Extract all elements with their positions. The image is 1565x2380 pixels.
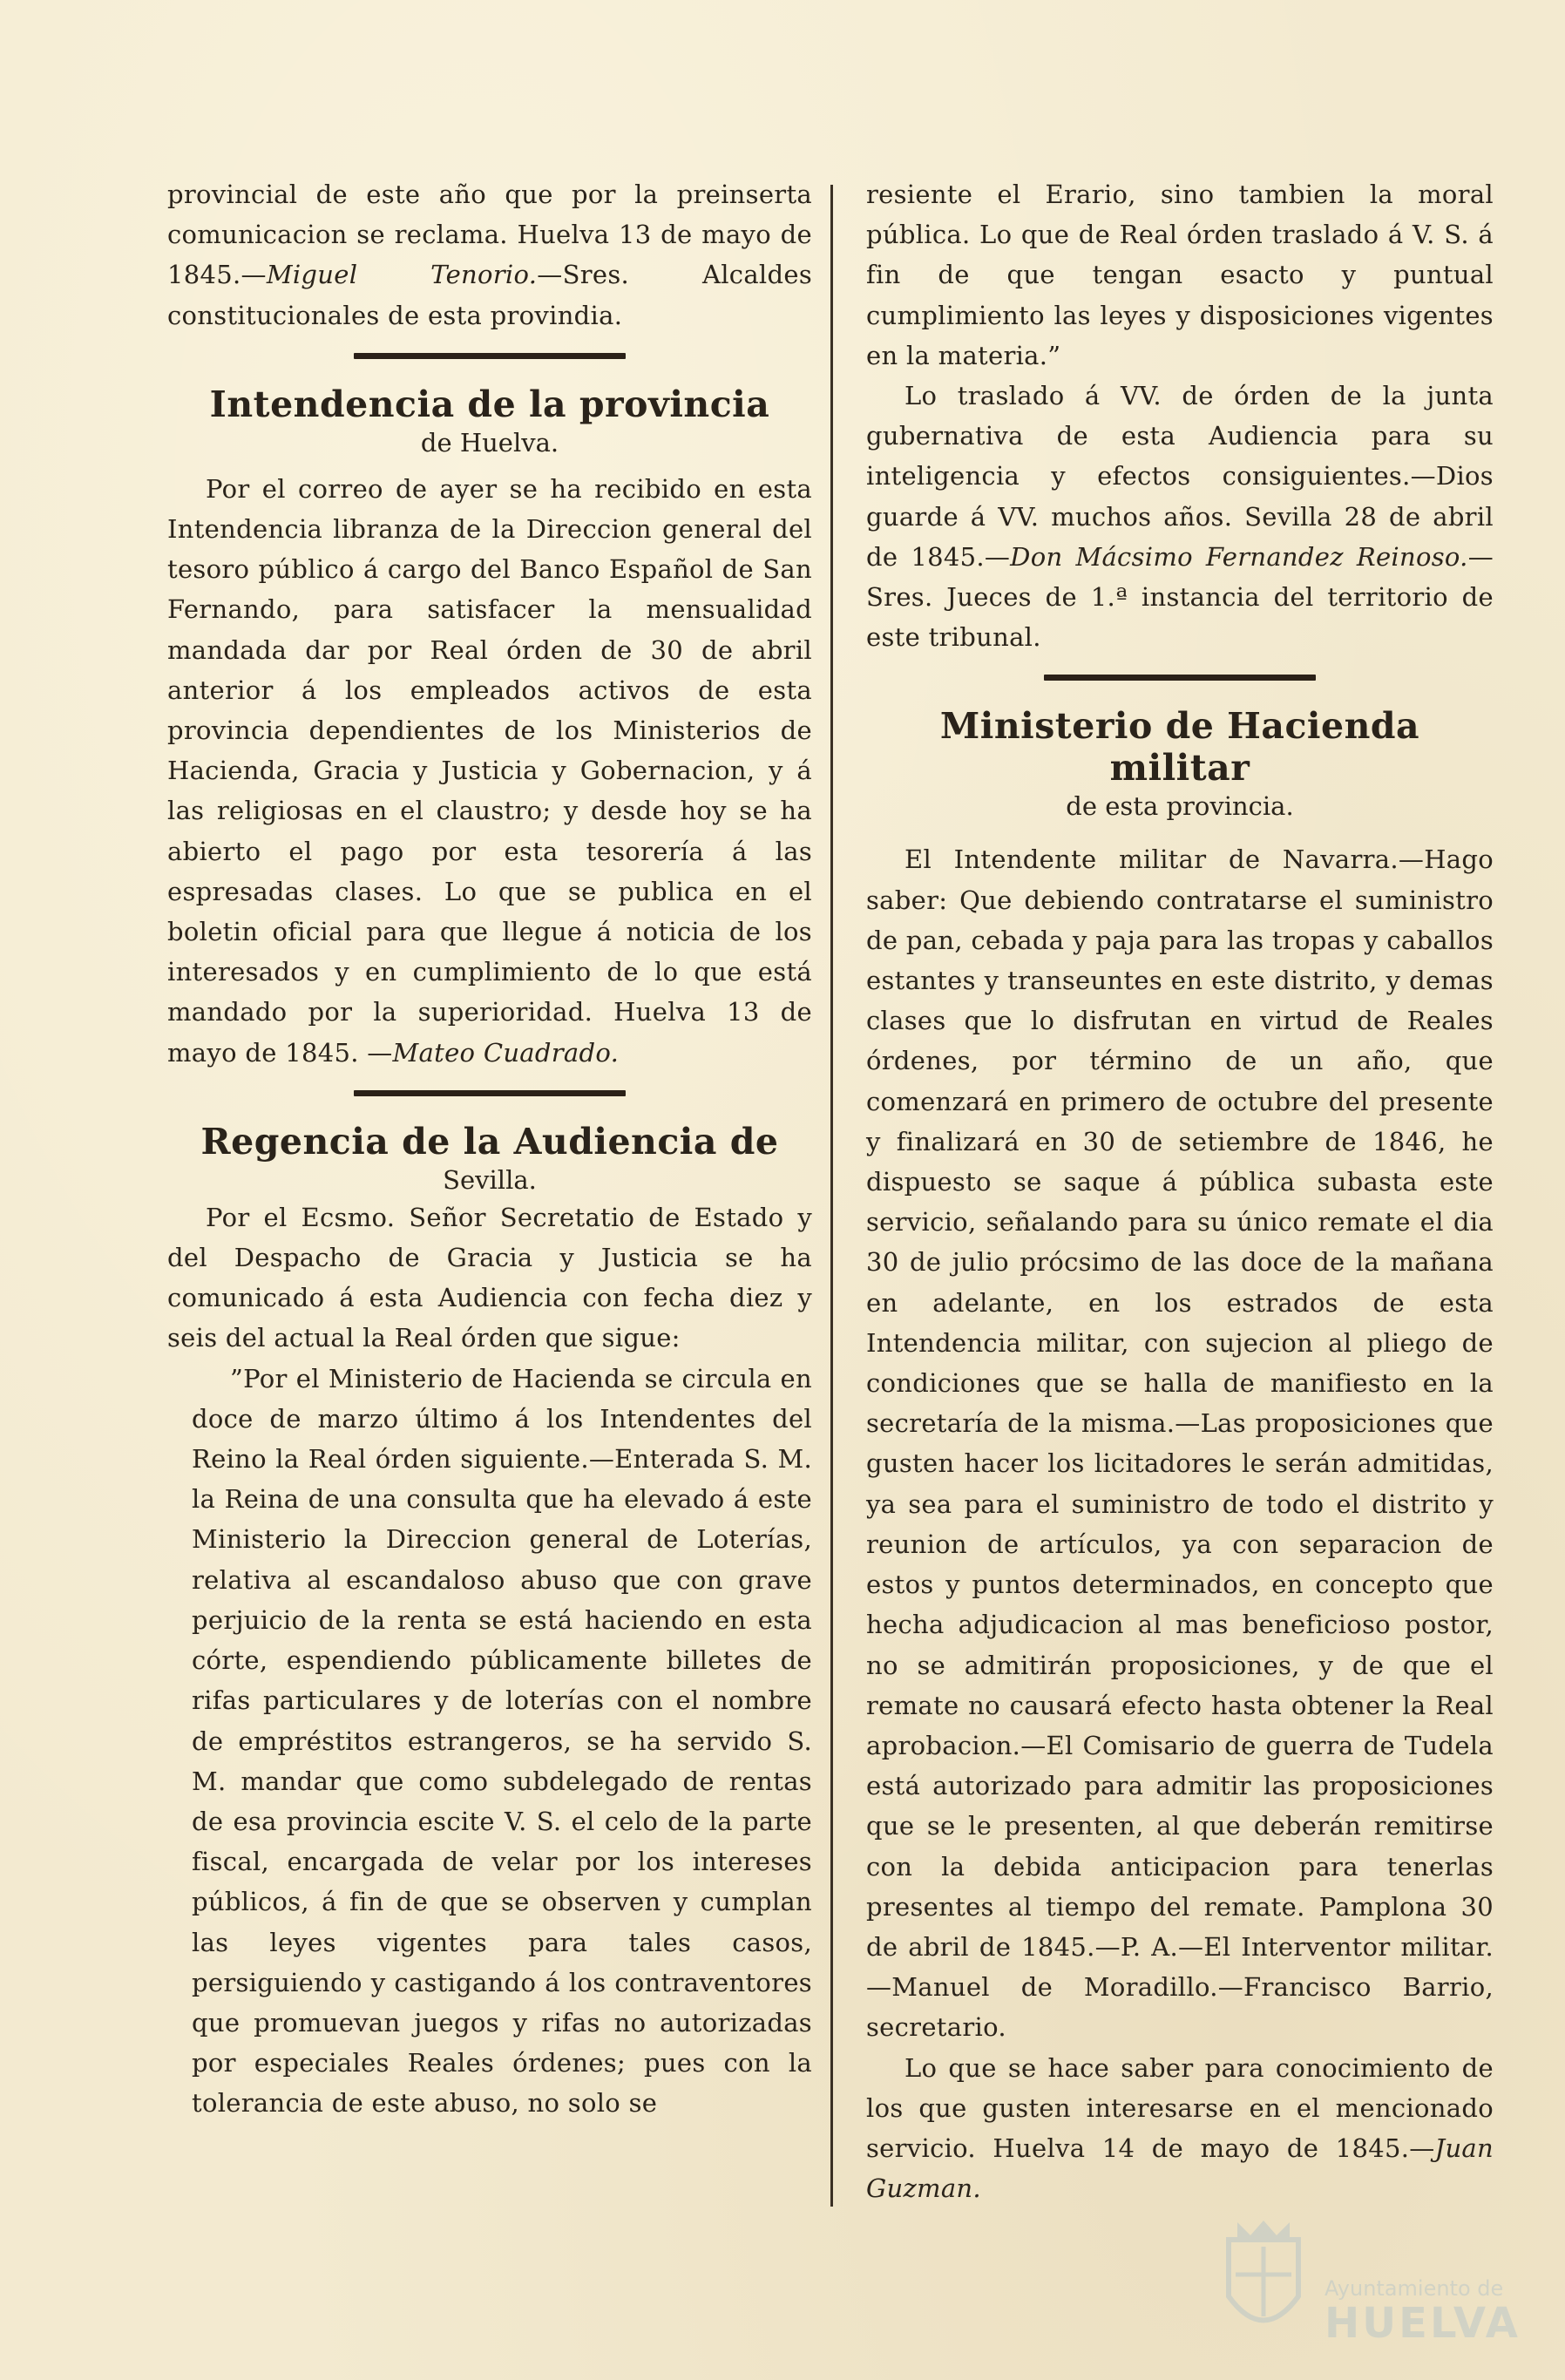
watermark-line2: HUELVA: [1324, 2299, 1521, 2348]
section-separator: [354, 1090, 626, 1096]
text-run: Lo que se hace saber para conocimiento de los que gusten interesarse en el mencionado servicio. Huelva 14 de mayo de 1845.—: [866, 2052, 1494, 2163]
signature-text: Miguel Tenorio.: [266, 260, 538, 290]
intro-paragraph: [167, 174, 812, 336]
left-column: [167, 174, 812, 2124]
section-separator: [1044, 675, 1316, 681]
ministerio-closing: [866, 2048, 1494, 2209]
section-title-regencia: Regencia de la Audiencia de: [200, 1120, 779, 1163]
section-title-ministerio: Ministerio de Hacienda militar: [939, 705, 1420, 790]
transfer-paragraph: [866, 376, 1494, 657]
coat-of-arms-icon: [1211, 2214, 1316, 2344]
signature-text: Juan Guzman.: [866, 2133, 1494, 2204]
ministerio-body: El Intendente militar de Navarra.—Hago saber: Que debiendo contratarse el suministro de pan, cebada y paja para las tropas y caballos estantes y transeuntes en este distrito, y demas clases que lo disfrutan en virtud de Reales órdenes, por término de un año, que comenzará en primero de octubre del presente y finalizará en 30 de setiembre de 1846, he dispuesto se saque á pública subasta este servicio, señalando para su único remate el dia 30 de julio prócsimo de las doce de la mañana en adelante, en los estrados de esta Intendencia militar, con sujecion al pliego de condiciones que se halla de manifiesto en la secretaría de la misma.—Las proposiciones que gusten hacer los licitadores le serán admitidas, ya sea para el suministro de todo el distrito y reunion de artículos, ya con separacion de estos y puntos determinados, en concepto que hecha adjudicacion al mas beneficioso postor, no se admitirán proposiciones, y de que el remate no causará efecto hasta obtener la Real aprobacion.—El Comisario de guerra de Tudela está autorizado para admitir las proposiciones que se le presenten, al que deberán remitirse con la debida anticipacion para tenerlas presentes al tiempo del remate. Pamplona 30 de abril de 1845.—P. A.—El Interventor militar.—Manuel de Moradillo.—Francisco Barrio, secretario.: [866, 844, 1494, 2043]
section-subtitle-ministerio: de esta provincia.: [1066, 791, 1294, 822]
continuation-paragraph: resiente el Erario, sino tambien la moral pública. Lo que de Real órden traslado á V. S. á fin de que tengan esacto y puntual cumplimiento las leyes y disposiciones vigentes en la materia.”: [866, 180, 1494, 370]
text-run: —Sres. Alcaldes constitucionales de esta provindia.: [167, 260, 813, 330]
signature-text: Don Mácsimo Fernandez Reinoso.: [1010, 541, 1468, 572]
section-subtitle-regencia: Sevilla.: [443, 1164, 537, 1195]
text-run: Lo traslado á VV. de órden de la junta gubernativa de esta Audiencia para su inteligencia y efectos consiguientes.—Dios guarde á VV. muchos años. Sevilla 28 de abril de 1845.—: [866, 381, 1494, 572]
text-run: —Sres. Jueces de 1.ª instancia del territorio de este tribunal.: [866, 541, 1494, 653]
text-run: provincial de este año que por la preinserta comunicacion se reclama. Huelva 13 de mayo de 1845.—: [167, 180, 812, 290]
watermark-line1: Ayuntamiento de: [1324, 2276, 1504, 2301]
column-divider: [830, 185, 833, 2207]
archive-watermark: [1203, 2196, 1534, 2353]
signature-text: Mateo Cuadrado.: [392, 1037, 620, 1068]
right-column: [866, 174, 1494, 2208]
text-run: Por el correo de ayer se ha recibido en esta Intendencia libranza de la Direccion general del tesoro público á cargo del Banco Español de San Fernando, para satisfacer la mensualidad mandada dar por Real órden de 30 de abril anterior á los empleados activos de esta provincia dependientes de los Ministerios de Hacienda, Gracia y Justicia y Gobernacion, y á las religiosas en el claustro; y desde hoy se ha abierto el pago por esta tesorería á las espresadas clases. Lo que se publica en el boletin oficial para que llegue á noticia de los interesados y en cumplimiento de lo que está mandado por la superioridad. Huelva 13 de mayo de 1845. —: [167, 473, 812, 1068]
regencia-quote: ”Por el Ministerio de Hacienda se circula en doce de marzo último á los Intendentes del Reino la Real órden siguiente.—Enterada S. M. la Reina de una consulta que ha elevado á este Ministerio la Direccion general de Loterías, relativa al escandaloso abuso que con grave perjuicio de la renta se está haciendo en esta córte, espendiendo públicamente billetes de rifas particulares y de loterías con el nombre de empréstitos estrangeros, se ha servido S. M. mandar que como subdelegado de rentas de esa provincia escite V. S. el celo de la parte fiscal, encargada de velar por los intereses públicos, á fin de que se observen y cumplan las leyes vigentes para tales casos, persiguiendo y castigando á los contraventores que promuevan juegos y rifas no autorizadas por especiales Reales órdenes; pues con la tolerancia de este abuso, no solo se: [192, 1363, 812, 2119]
intendencia-body: [167, 469, 812, 1073]
regencia-intro: Por el Ecsmo. Señor Secretatio de Estado y del Despacho de Gracia y Justicia se ha comunicado á esta Audiencia con fecha diez y seis del actual la Real órden que sigue:: [167, 1202, 812, 1353]
section-subtitle-intendencia: de Huelva.: [420, 427, 559, 458]
section-title-intendencia: Intendencia de la provincia: [209, 383, 770, 425]
section-separator: [354, 353, 626, 359]
